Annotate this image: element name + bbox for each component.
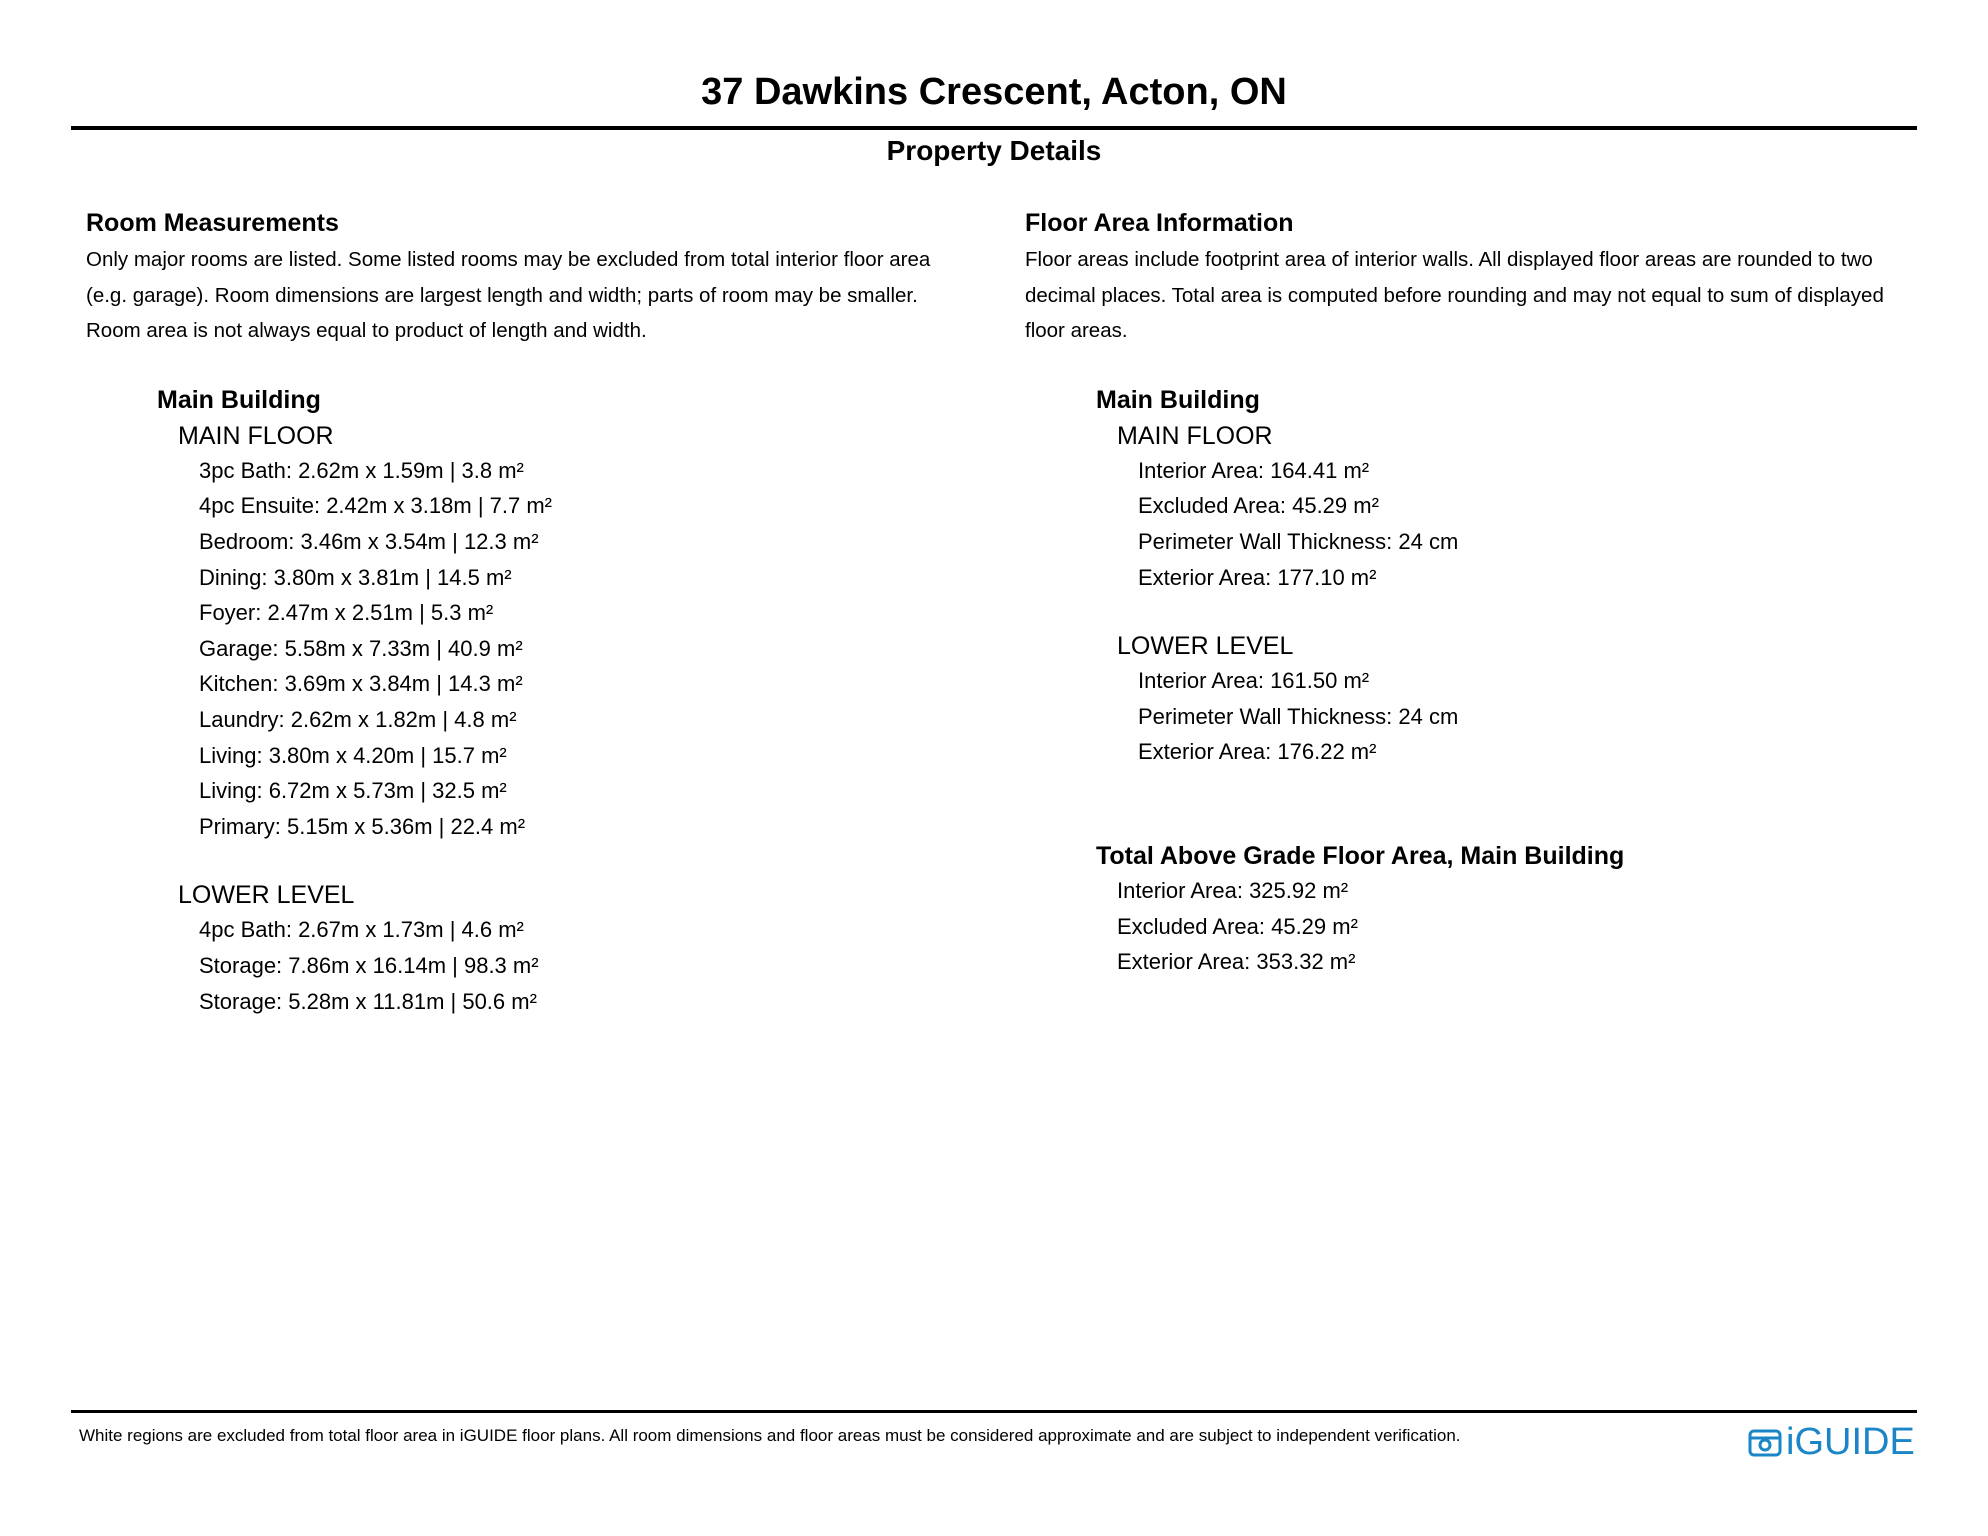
- rooms-building-heading: Main Building: [157, 385, 321, 414]
- description-line: (e.g. garage). Room dimensions are largest length and width; parts of room may be smaller.: [86, 283, 918, 307]
- lower-level-area-list: [1025, 663, 1930, 770]
- floor-area-title: Floor Area Information: [1025, 209, 1294, 237]
- description-line: Room area is not always equal to product of length and width.: [86, 319, 647, 343]
- area-lower-level-heading: LOWER LEVEL: [1117, 632, 1294, 661]
- list-item: Storage: 5.28m x 11.81m | 50.6 m²: [199, 988, 537, 1014]
- main-floor-room-list: [86, 453, 986, 845]
- list-item: Exterior Area: 176.22 m²: [1138, 739, 1377, 765]
- footer-divider: [71, 1410, 1917, 1413]
- rooms-lower-level-heading: LOWER LEVEL: [178, 881, 355, 910]
- lower-level-room-list: [86, 912, 986, 1019]
- list-item: Foyer: 2.47m x 2.51m | 5.3 m²: [199, 600, 494, 626]
- list-item: Storage: 7.86m x 16.14m | 98.3 m²: [199, 952, 539, 978]
- list-item: Interior Area: 161.50 m²: [1138, 668, 1370, 694]
- list-item: Exterior Area: 177.10 m²: [1138, 564, 1377, 590]
- iguide-logo: [1748, 1418, 1915, 1466]
- main-floor-area-list: [1025, 453, 1930, 595]
- list-item: Interior Area: 164.41 m²: [1138, 457, 1370, 483]
- list-item: 4pc Ensuite: 2.42m x 3.18m | 7.7 m²: [199, 493, 552, 519]
- floor-area-description: [1025, 242, 1930, 349]
- list-item: Excluded Area: 45.29 m²: [1138, 493, 1379, 519]
- description-line: Only major rooms are listed. Some listed rooms may be excluded from total interior floor area: [86, 248, 931, 271]
- list-item: Laundry: 2.62m x 1.82m | 4.8 m²: [199, 706, 517, 732]
- description-line: Floor areas include footprint area of interior walls. All displayed floor areas are rounded to two: [1025, 248, 1873, 271]
- room-measurements-title: Room Measurements: [86, 209, 339, 237]
- list-item: Perimeter Wall Thickness: 24 cm: [1138, 528, 1459, 554]
- room-measurements-section: [86, 206, 986, 1019]
- area-main-floor-heading: MAIN FLOOR: [1117, 421, 1273, 450]
- list-item: Living: 3.80m x 4.20m | 15.7 m²: [199, 742, 507, 768]
- list-item: 3pc Bath: 2.62m x 1.59m | 3.8 m²: [199, 457, 524, 483]
- list-item: Garage: 5.58m x 7.33m | 40.9 m²: [199, 635, 523, 661]
- description-line: floor areas.: [1025, 319, 1128, 343]
- list-item: Kitchen: 3.69m x 3.84m | 14.3 m²: [199, 671, 523, 697]
- description-line: decimal places. Total area is computed before rounding and may not equal to sum of displayed: [1025, 283, 1884, 307]
- area-building-heading: Main Building: [1096, 385, 1260, 414]
- rooms-main-floor-heading: MAIN FLOOR: [178, 421, 334, 450]
- floor-area-section: [1025, 206, 1930, 980]
- list-item: Excluded Area: 45.29 m²: [1117, 913, 1358, 939]
- page-subtitle: Property Details: [886, 135, 1102, 166]
- header-divider: [71, 126, 1917, 130]
- list-item: Bedroom: 3.46m x 3.54m | 12.3 m²: [199, 528, 539, 554]
- list-item: 4pc Bath: 2.67m x 1.73m | 4.6 m²: [199, 917, 524, 943]
- total-area-heading: Total Above Grade Floor Area, Main Building: [1096, 841, 1625, 870]
- list-item: Perimeter Wall Thickness: 24 cm: [1138, 703, 1459, 729]
- total-area-list: [1025, 873, 1930, 980]
- list-item: Interior Area: 325.92 m²: [1117, 877, 1349, 903]
- list-item: Living: 6.72m x 5.73m | 32.5 m²: [199, 778, 507, 804]
- room-measurements-description: [86, 242, 986, 349]
- footer-note: White regions are excluded from total floor area in iGUIDE floor plans. All room dimensions and floor areas must be considered approximate and are subject to independent verification.: [79, 1426, 1461, 1445]
- list-item: Exterior Area: 353.32 m²: [1117, 949, 1356, 975]
- iguide-camera-icon: [1748, 1425, 1782, 1459]
- list-item: Primary: 5.15m x 5.36m | 22.4 m²: [199, 813, 526, 839]
- logo-text: iGUIDE: [1786, 1421, 1915, 1463]
- list-item: Dining: 3.80m x 3.81m | 14.5 m²: [199, 564, 512, 590]
- page-title: 37 Dawkins Crescent, Acton, ON: [701, 71, 1287, 113]
